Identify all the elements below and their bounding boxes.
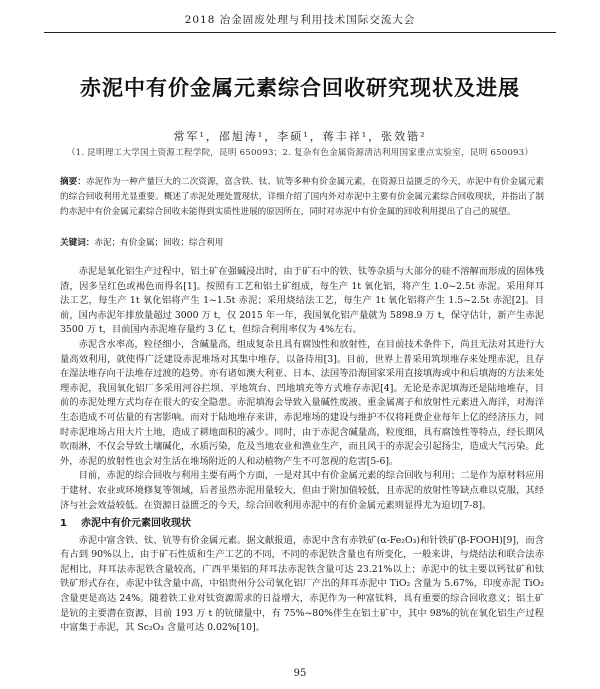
paragraph: 赤泥含水率高，粒径细小，含碱量高，组成复杂且具有腐蚀性和放射性，在目前技术条件下，尚且无法对其进行大量高效利用，就使得广泛建设赤泥堆场对其集中堆存，以备待用[3]。目前，世界上普采用筑坝堆存来处理赤泥，且存在湿法堆存向干法堆存过渡的趋势。亦有诸如澳大利亚、日本、法国等沿海国家采用直接填海或中和后填海的方法来处理赤泥，我国氧化铝厂多采用河谷拦坝、平地筑台、凹地填充等方式堆存赤泥[4]。无论是赤泥填海还是陆地堆存，目前的赤泥处理方式均存在很大的安全隐患。赤泥填海会导致入量碱性废液、重金属离子和放射性元素进入海洋，对海洋生态造成不可估量的有害影响。而对于陆地堆存来讲，赤泥堆场的建设与维护不仅将耗费企业每年上亿的经济压力，同时赤泥堆场占用大片土地，造成了耕地面积的减少。同时，由于赤泥含碱量高，粒度细，具有腐蚀性等特点，经长期风吹雨淋，不仅会导致土壤碱化，水质污染，危及当地农业和渔业生产，而且风干的赤泥会引起扬尘，造成大气污染。此外，赤泥的放射性也会对生活在堆场附近的人和动植物产生不可忽视的危害[5-6]。 [60, 338, 544, 467]
section-number: 1 [60, 518, 67, 530]
page-number: 95 [293, 668, 307, 679]
section-title: 赤泥中有价元素回收现状 [80, 518, 191, 530]
keywords [60, 236, 544, 248]
paragraph: 赤泥是氧化铝生产过程中，铝土矿在强碱浸出时，由于矿石中的铁、钛等杂质与大部分的硅不溶解而形成的固体残渣，因多呈红色或褐色而得名[1]。按照有工艺和铝土矿组成，每生产 1t 氧化铝，将产生 1.0~2.5t 赤泥。采用拜耳法工艺，每生产 1t 氧化铝将产生 1~1.5t 赤泥；采用烧结法工艺，每生产 1t 氧化铝将产生 1.5~2.5t 赤泥[2]。目前，国内赤泥年排放量超过 3000 万 t，仅 2015 年一年，我国氧化铝产量就为 5898.9 万 t，保守估计，新产生赤泥 3500 万 t，目前国内赤泥堆存量约 3 亿 t，但综合利用率仅为 4%左右。 [60, 266, 544, 336]
paper-title: 赤泥中有价金属元素综合回收研究现状及进展 [80, 76, 520, 100]
running-header: 2018 冶金固废处理与利用技术国际交流大会 [44, 12, 556, 33]
body-text [60, 265, 544, 636]
section-heading [60, 517, 544, 532]
abstract-label: 摘要： [60, 177, 86, 187]
author-list: 常军¹，邵旭涛¹，李硕¹，蒋丰祥¹，张效锴² [173, 130, 427, 143]
abstract [60, 175, 544, 220]
keywords-label: 关键词： [60, 238, 95, 248]
affiliation: （1. 昆明理工大学国土资源工程学院，昆明 650093；2. 复杂有色金属资源清洁利用国家重点实验室，昆明 650093） [66, 148, 534, 158]
abstract-text: 赤泥作为一种产量巨大的二次资源，富含铁、钛、钪等多种有价金属元素，在资源日益匮乏的今天，赤泥中有价金属元素的综合回收利用尤显重要。概述了赤泥处理处置现状，详细介绍了国内外对赤泥中主要有价金属元素综合回收现状，并指出了制约赤泥中有价金属元素综合回收未能得到实质性进展的原因所在，同时对赤泥中有价金属的回收利用提出了自己的展望。 [60, 177, 544, 217]
paragraph: 赤泥中富含铁、钛、钪等有价金属元素。据文献报道，赤泥中含有赤铁矿(α-Fe₂O₃)和针铁矿(β-FOOH)[9]，而含有占到 90%以上，由于矿石性质和生产工艺的不同，不同的赤泥铁含量也有所变化，一般来讲，与烧结法和联合法赤泥相比，拜耳法赤泥铁含量较高，广西平果铝的拜耳法赤泥铁含量可达 23.21%以上；赤泥中的钛主要以钙钛矿和钛铁矿形式存在，赤泥中钛含量中高，中铝贵州分公司氧化铝厂产出的拜耳赤泥中 TiO₂ 含量为 5.67%，印度赤泥 TiO₂ 含量更是高达 24%。随着铁工业对钛资源需求的日益增大，赤泥作为一种富钛料，具有重要的综合回收意义；铝土矿是钪的主要潜在资源，目前 193 万 t 的钪储量中，有 75%~80%伴生在铝土矿中，其中 98%的钪在氧化铝生产过程中富集于赤泥，其 Sc₂O₃ 含量可达 0.02%[10]。 [60, 534, 544, 634]
keywords-text: 赤泥；有价金属；回收；综合利用 [94, 238, 224, 248]
paragraph: 目前，赤泥的综合回收与利用主要有两个方面，一是对其中有价金属元素的综合回收与利用；二是作为原材料应用于建材、农业或环境修复等领域，后者虽然赤泥用量较大，但由于附加值较低，且赤泥的放射性等缺点难以克服，其经济与社会效益较低。在资源日益匮乏的今天，综合回收利用赤泥中的有价金属元素则显得尤为迫切[7-8]。 [60, 470, 544, 511]
